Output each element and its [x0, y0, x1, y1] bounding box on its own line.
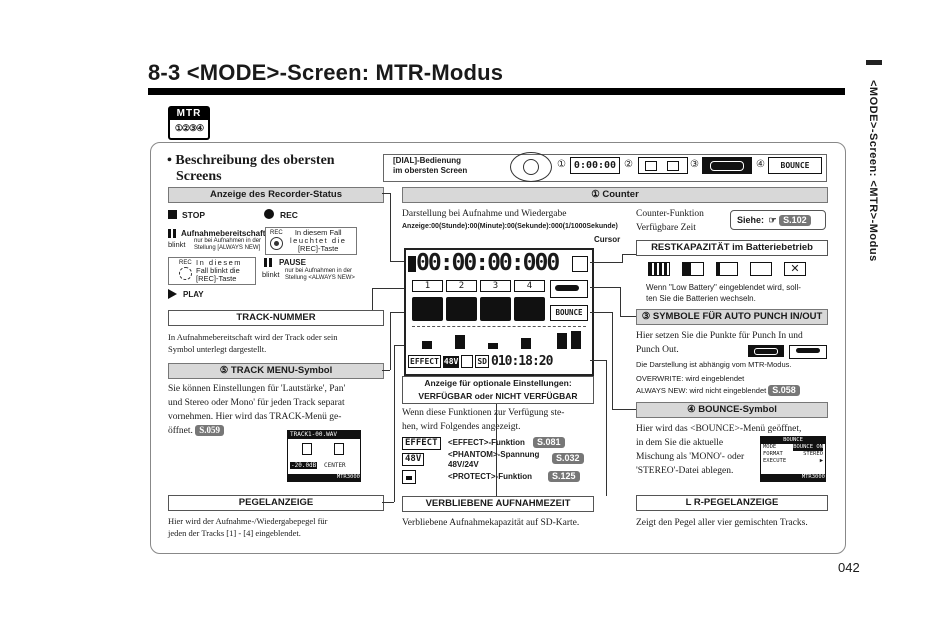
connector: [390, 312, 404, 313]
punch-icon-b: [789, 345, 827, 359]
standby-blink: blinkt: [168, 240, 186, 249]
connector: [590, 287, 620, 288]
battery-low-icon: [716, 262, 738, 276]
page-number: 042: [838, 560, 860, 575]
protect-label: <PROTECT>-Funktion: [448, 472, 532, 481]
lcd-screen: [404, 248, 594, 376]
dial-punch-icon: [702, 157, 752, 174]
standby-note: nur bei Aufnahmen in der Stellung [ALWAYS NEW]: [194, 238, 262, 251]
punch-icon-a: [748, 345, 784, 357]
battery-empty-icon: [750, 262, 772, 276]
dial-bounce-icon: BOUNCE: [768, 157, 822, 174]
lcd-sd-icon: SD: [477, 357, 487, 366]
effect-icon: EFFECT: [402, 437, 441, 450]
lcd-track-2: 2: [446, 280, 477, 292]
auto-punch-text: Hier setzen Sie die Punkte für Punch In und Punch Out.: [636, 331, 803, 355]
dial-icon: [510, 152, 552, 182]
bounce-text: Hier wird das <BOUNCE>-Menü geöffnet, in dem Sie die aktuelle Mischung als 'MONO'- oder 'STEREO'-Datei ablegen.: [636, 424, 802, 476]
track-menu-screen: TRACK1-00.WAV -20.0dB CENTER MTR3000: [287, 430, 361, 482]
connector: [590, 360, 606, 361]
status-header: Anzeige des Recorder-Status: [168, 187, 384, 203]
connector: [394, 345, 395, 502]
connector: [612, 409, 636, 410]
connector: [382, 193, 390, 194]
standby-title: Aufnahmebereitschaft: [181, 229, 266, 238]
protect-icon: [402, 470, 416, 484]
connector: [606, 360, 607, 496]
phantom-ref: S.032: [552, 453, 584, 464]
battery-full-icon: [648, 262, 670, 276]
title-rule-thin: [148, 94, 845, 95]
phantom-icon: 48V: [402, 453, 424, 466]
lcd-battery-icon: [572, 256, 588, 272]
battery-none-icon: ✕: [784, 262, 806, 276]
play-label: PLAY: [183, 290, 204, 299]
hand-pointer-icon: ☞: [768, 215, 777, 225]
remaining-header: VERBLIEBENE AUFNAHMEZEIT: [402, 496, 594, 512]
dial-track-icon: [638, 157, 688, 174]
connector: [372, 288, 373, 310]
side-tab-text: <MODE>-Screen: <MTR>-Modus: [867, 80, 879, 262]
auto-punch-overwrite: OVERWRITE: wird eingeblendet: [636, 374, 745, 383]
rec-label: REC: [280, 210, 298, 220]
lr-text: Zeigt den Pegel aller vier gemischten Tracks.: [636, 518, 808, 528]
counter-func: Counter-Funktion Verfügbare Zeit: [636, 209, 704, 233]
track-menu-ref: S.059: [195, 425, 224, 436]
battery-text: Wenn "Low Battery" eingeblendet wird, soll- ten Sie die Batterien wechseln.: [646, 283, 801, 303]
optional-text: Wenn diese Funktionen zur Verfügung ste- hen, wird Folgendes angezeigt.: [402, 408, 565, 432]
lcd-knob-row: [412, 297, 545, 321]
battery-icons: [648, 262, 806, 276]
play-icon: [168, 289, 177, 299]
bounce-header: ④ BOUNCE-Symbol: [636, 402, 828, 418]
lcd-time: 00:00:00:000: [416, 250, 559, 276]
connector: [372, 288, 404, 289]
connector: [620, 316, 636, 317]
connector: [394, 345, 404, 346]
connector: [622, 254, 636, 255]
auto-punch-header: ③ SYMBOLE FÜR AUTO PUNCH IN/OUT: [636, 309, 828, 325]
blink-box: REC In diesem Fall blinkt die [REC]-Taste: [168, 257, 256, 285]
lcd-remain-time: 010:18:20: [491, 354, 553, 369]
mtr-badge-bottom: ①②③④: [174, 123, 204, 133]
dial-num-3: ③: [690, 159, 699, 170]
connector: [590, 262, 622, 263]
bounce-screen: BOUNCE MODE BOUNCE ON FORMAT STEREO EXECUTE ▶ MTR3000: [760, 436, 826, 482]
blink-rec-icon-label: REC: [179, 260, 192, 266]
optional-header: Anzeige für optionale Einstellungen: VERFÜGBAR oder NICHT VERFÜGBAR: [402, 376, 594, 404]
section-title: • Beschreibung des obersten Screens: [167, 153, 335, 184]
battery-header: RESTKAPAZITÄT im Batteriebetrieb: [636, 240, 828, 256]
lr-header: L R-PEGELANZEIGE: [636, 495, 828, 511]
auto-punch-ref: S.058: [768, 385, 800, 396]
counter-format: Anzeige:00(Stunde):00(Minute):00(Sekunde):000(1/1000Sekunde): [402, 223, 618, 230]
lcd-track-row: [412, 280, 545, 292]
lcd-bottom-row: [408, 354, 552, 369]
lcd-stop-icon: [408, 256, 416, 272]
connector: [622, 254, 623, 263]
connector: [590, 312, 612, 313]
standby-icon-bar1: [168, 229, 171, 238]
pause-label: PAUSE: [279, 258, 306, 267]
lcd-protect-icon: [461, 355, 473, 368]
protect-ref: S.125: [548, 471, 580, 482]
pause-blink: blinkt: [262, 270, 280, 279]
pause-icon-bar1: [264, 258, 267, 267]
counter-see-box: Siehe: ☞ S.102: [730, 210, 826, 230]
dial-counter-icon: 0:00:00: [570, 157, 620, 174]
standby-icon-bar2: [173, 229, 176, 238]
standby-box: REC In diesem Fall leuchtet die [REC]-Taste: [265, 227, 357, 255]
connector: [382, 370, 390, 371]
lcd-track-1: 1: [412, 280, 443, 292]
lcd-meters: [412, 326, 586, 351]
dial-label: [DIAL]-Bedienung im obersten Screen: [393, 156, 468, 175]
track-number-header: TRACK-NUMMER: [168, 310, 384, 326]
counter-desc: Darstellung bei Aufnahme und Wiedergabe: [402, 209, 567, 219]
phantom-label: <PHANTOM>-Spannung 48V/24V: [448, 450, 540, 469]
rec-icon: [264, 209, 274, 219]
lcd-phantom-icon: 48V: [443, 356, 459, 366]
connector: [382, 502, 394, 503]
pause-icon-bar2: [269, 258, 272, 267]
connector: [390, 261, 404, 262]
mtr-badge-top: MTR: [170, 108, 208, 120]
connector: [612, 312, 613, 410]
side-tab-marker: [866, 60, 882, 65]
lcd-effect-icon: EFFECT: [410, 357, 439, 366]
dial-num-4: ④: [756, 159, 765, 170]
lcd-punch-icon: [550, 280, 588, 298]
mtr-badge: [168, 106, 210, 140]
connector: [620, 287, 621, 317]
auto-punch-always-new: ALWAYS NEW: wird nicht eingeblendet S.058: [636, 385, 800, 396]
track-menu-text: Sie können Einstellungen für 'Lautstärke', Pan' und Stereo oder Mono' für jeden Track separat vornehmen. Hier wird das TRACK-Menü ge- öffnet. S.059: [168, 384, 346, 436]
rec-icon-label: REC: [270, 230, 283, 236]
connector: [390, 193, 391, 261]
pause-note: nur bei Aufnahmen in der Stellung <ALWAYS NEW>: [285, 268, 355, 281]
lcd-track-4: 4: [514, 280, 545, 292]
effect-ref: S.081: [533, 437, 565, 448]
page-title: 8-3 <MODE>-Screen: MTR-Modus: [148, 60, 504, 85]
auto-punch-note: Die Darstellung ist abhängig vom MTR-Modus.: [636, 360, 792, 369]
counter-header: ① Counter: [402, 187, 828, 203]
stop-label: STOP: [182, 210, 205, 220]
track-number-text: In Aufnahmebereitschaft wird der Track oder sein Symbol unterlegt dargestellt.: [168, 332, 338, 354]
remaining-text: Verbliebene Aufnahmekapazität auf SD-Karte.: [402, 518, 580, 528]
lcd-track-3: 3: [480, 280, 511, 292]
dial-num-1: ①: [557, 159, 566, 170]
dial-num-2: ②: [624, 159, 633, 170]
level-header: PEGELANZEIGE: [168, 495, 384, 511]
counter-see-ref: S.102: [779, 215, 811, 226]
track-menu-header: ⑤ TRACK MENU-Symbol: [168, 363, 384, 379]
stop-icon: [168, 210, 177, 219]
connector: [390, 312, 391, 370]
effect-label: <EFFECT>-Funktion: [448, 438, 525, 447]
cursor-label: Cursor: [594, 235, 621, 244]
battery-half-icon: [682, 262, 704, 276]
level-text: Hier wird der Aufnahme-/Wiedergabepegel für jeden der Tracks [1] - [4] eingeblendet.: [168, 516, 328, 538]
lcd-bounce-icon: BOUNCE: [550, 305, 588, 321]
